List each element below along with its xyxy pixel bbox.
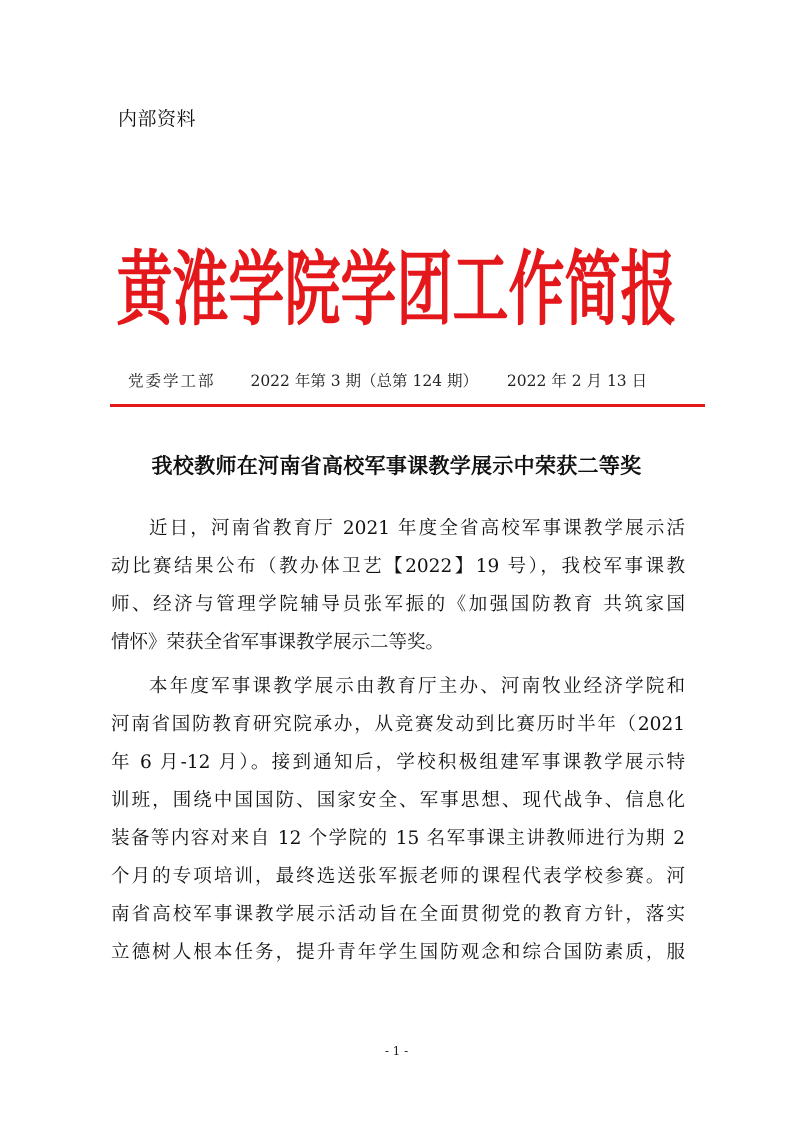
article-paragraph-1 (111, 510, 685, 662)
paragraph-line: 年 6 月-12 月）。接到通知后，学校积极组建军事课教学展示特 (111, 752, 685, 773)
paragraph-line: 装备等内容对来自 12 个学院的 15 名军事课主讲教师进行为期 2 (111, 828, 685, 849)
issue-number: 2022 年第 3 期（总第 124 期） (250, 372, 478, 390)
article-title: 我校教师在河南省高校军事课教学展示中荣获二等奖 (151, 453, 642, 478)
paragraph-line: 立德树人根本任务，提升青年学生国防观念和综合国防素质，服 (111, 942, 685, 963)
issue-info-line (128, 369, 647, 391)
page-number: - 1 - (384, 1044, 409, 1058)
internal-material-label: 内部资料 (118, 108, 197, 130)
masthead-divider (110, 404, 705, 407)
paragraph-line: 河南省国防教育研究院承办，从竞赛发动到比赛历时半年（2021 (111, 714, 685, 735)
paragraph-line: 动比赛结果公布（教办体卫艺【2022】19 号），我校军事课教 (111, 556, 685, 577)
paragraph-line: 情怀》荣获全省军事课教学展示二等奖。 (111, 632, 445, 653)
issue-department: 党委学工部 (128, 372, 216, 390)
paragraph-line: 南省高校军事课教学展示活动旨在全面贯彻党的教育方针，落实 (111, 904, 685, 925)
issue-date: 2022 年 2 月 13 日 (506, 372, 648, 390)
paragraph-line: 师、经济与管理学院辅导员张军振的《加强国防教育 共筑家国 (111, 594, 685, 615)
article-paragraph-2 (111, 668, 685, 972)
paragraph-line: 本年度军事课教学展示由教育厅主办、河南牧业经济学院和 (149, 676, 685, 697)
paragraph-line: 近日，河南省教育厅 2021 年度全省高校军事课教学展示活 (149, 518, 685, 539)
paragraph-line: 训班，围绕中国国防、国家安全、军事思想、现代战争、信息化 (111, 790, 685, 811)
paragraph-line: 个月的专项培训，最终选送张军振老师的课程代表学校参赛。河 (111, 866, 685, 887)
masthead-title: 黄淮学院学团工作简报 (116, 242, 677, 338)
